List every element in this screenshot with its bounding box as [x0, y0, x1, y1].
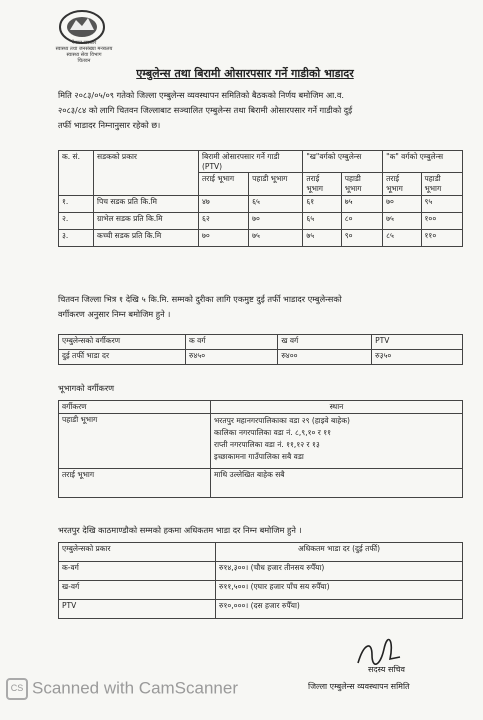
header-type: एम्बुलेन्सको प्रकार: [59, 543, 216, 562]
header-kha: ख वर्ग: [278, 335, 372, 350]
cell-road: ग्राभेल सडक प्रति कि.मि: [94, 213, 199, 230]
table-row: [59, 562, 463, 581]
cell-kha-terai: ६५: [303, 213, 341, 230]
intro-line: २०८३/८४ को लागि चितवन जिल्लाबाट सञ्चालित एम्बुलेन्स तथा बिरामी ओसारपसार गर्ने गाडीको दुई: [58, 105, 353, 115]
header-rate: अधिकतम भाडा दर (दुई तर्फी): [216, 543, 463, 562]
header-ka: "क" वर्गको एम्बुलेन्स: [383, 151, 463, 173]
terrain-header-row: [59, 401, 463, 414]
header-ptv: PTV: [372, 335, 463, 350]
cell-type: PTV: [59, 600, 216, 619]
signatory-organization: जिल्ला एम्बुलेन्स व्यवस्थापन समिति: [308, 682, 410, 691]
sub-hill: पहाडी भूभाग: [249, 173, 303, 196]
local-rate-paragraph: [58, 292, 458, 322]
cell-kha-hill: ८०: [341, 213, 382, 230]
cell-ka-hill: ११०: [421, 230, 462, 247]
table-row: [59, 600, 463, 619]
cell-sn: ३.: [59, 230, 94, 247]
header-road-type: सडकको प्रकार: [94, 151, 199, 196]
cell-kha-terai: ७५: [303, 230, 341, 247]
table-row: [59, 350, 463, 365]
cell-hill-places: [211, 414, 463, 469]
cell-ka-terai: ७०: [383, 196, 421, 213]
cell-type: क-वर्ग: [59, 562, 216, 581]
table-row: [59, 196, 463, 213]
header-sn: क. सं.: [59, 151, 94, 196]
cell-ka-terai: ७५: [383, 213, 421, 230]
cell-ka-hill: १००: [421, 213, 462, 230]
table-row: [59, 414, 463, 469]
scanner-watermark: [6, 678, 238, 700]
place-item: इच्छाकामना गाउँपालिका सबै वडा: [214, 452, 304, 461]
cell-terai-place: माथि उल्लेखित बाहेक सबै: [211, 469, 463, 498]
sub-terai: तराई भूभाग: [303, 173, 341, 196]
cell-sn: १.: [59, 196, 94, 213]
terrain-table: [58, 400, 463, 498]
header-class: वर्गीकरण: [59, 401, 211, 414]
header-ptv: बिरामी ओसारपसार गर्ने गाडी (PTV): [199, 151, 303, 173]
cell-type: ख-वर्ग: [59, 581, 216, 600]
sub-hill: पहाडी भूभाग: [421, 173, 462, 196]
local-rate-table: [58, 334, 463, 365]
office-line: नेपाल सरकार: [71, 40, 97, 46]
header-place: स्थान: [211, 401, 463, 414]
ktm-rate-table: [58, 542, 463, 619]
header-kha: "ख"वर्गको एम्बुलेन्स: [303, 151, 383, 173]
cell-ptv-hill: ६५: [249, 196, 303, 213]
cell-ka-terai: ८५: [383, 230, 421, 247]
local-line: चितवन जिल्ला भित्र १ देखि ५ कि.मि. सम्मको दुरीका लागि एकमुष्ट दुई तर्फी भाडादर एम्बुलेन्सको: [58, 294, 342, 304]
cell-ka-hill: ९५: [421, 196, 462, 213]
cell-ptv-hill: ७५: [249, 230, 303, 247]
terrain-heading: भूभागको वर्गीकरण: [58, 383, 115, 393]
rate-table: [58, 150, 463, 247]
cell-label: दुई तर्फी भाडा दर: [59, 350, 186, 365]
table-row: [59, 469, 463, 498]
cell-rate: रु११,५००। (एघार हजार पाँच सय रुपैँया): [216, 581, 463, 600]
signatory-role: सदस्य सचिव: [368, 665, 405, 674]
cell-ptv-terai: ७०: [199, 230, 249, 247]
cell-ptv-terai: ६२: [199, 213, 249, 230]
table-row: [59, 230, 463, 247]
place-item: कालिका नगरपालिका वडा नं. ८,९,१० र ११: [214, 428, 332, 437]
cell-hill-label: पहाडी भूभाग: [59, 414, 211, 469]
local-line: वर्गीकरण अनुसार निम्न बमोजिम हुने ।: [58, 309, 171, 319]
header-class: एम्बुलेन्सको वर्गीकरण: [59, 335, 186, 350]
cell-road: पिच सडक प्रति कि.मि: [94, 196, 199, 213]
cell-kha-terai: ६१: [303, 196, 341, 213]
cell-rate: रु१४,३००। (चौध हजार तीनसय रुपैँया): [216, 562, 463, 581]
ktm-header-row: [59, 543, 463, 562]
place-item: राप्ती नगरपालिका वडा नं. ११,१२ र १३: [214, 440, 320, 449]
sub-hill: पहाडी भूभाग: [341, 173, 382, 196]
office-name-block: [44, 40, 124, 64]
cell-ka: रु४५०: [186, 350, 278, 365]
office-line: चितवन: [77, 58, 91, 64]
cell-kha-hill: ९०: [341, 230, 382, 247]
local-header-row: [59, 335, 463, 350]
ktm-paragraph: भरतपुर देखि काठमाण्डौको सम्मको हकमा अधिकतम भाडा दर निम्न बमोजिम हुने ।: [58, 525, 302, 535]
cell-kha: रु४००: [278, 350, 372, 365]
camscanner-icon: CS: [6, 678, 28, 700]
sub-terai: तराई भूभाग: [383, 173, 421, 196]
place-item: भरतपुर महानगरपालिकाका वडा २९ (हाइवे बाहेक): [214, 416, 350, 425]
table-row: [59, 581, 463, 600]
watermark-text: Scanned with CamScanner: [32, 678, 239, 698]
table-row: [59, 213, 463, 230]
cell-ptv-terai: ४७: [199, 196, 249, 213]
cell-sn: २.: [59, 213, 94, 230]
document-title: एम्बुलेन्स तथा बिरामी ओसारपसार गर्ने गाडीको भाडादर: [136, 67, 354, 80]
header-ka: क वर्ग: [186, 335, 278, 350]
office-line: स्वास्थ्य सेवा विभाग: [66, 52, 102, 58]
intro-line: मिति २०८३/०५/०९ गतेको जिल्ला एम्बुलेन्स व्यवस्थापन समितिको बैठकको निर्णय बमोजिम आ.व.: [58, 90, 345, 100]
cell-kha-hill: ७५: [341, 196, 382, 213]
cell-ptv: रु३५०: [372, 350, 463, 365]
office-line: स्वास्थ्य तथा जनसंख्या मन्त्रालय: [55, 46, 113, 52]
cell-ptv-hill: ७०: [249, 213, 303, 230]
intro-paragraph: [58, 88, 458, 133]
rate-table-header: [59, 151, 463, 173]
cell-road: कच्ची सडक प्रति कि.मि: [94, 230, 199, 247]
intro-line: तर्फी भाडादर निम्नानुसार रहेको छ।: [58, 120, 161, 130]
cell-rate: रु१०,०००। (दस हजार रुपैँया): [216, 600, 463, 619]
sub-terai: तराई भूभाग: [199, 173, 249, 196]
cell-terai-label: तराई भूभाग: [59, 469, 211, 498]
